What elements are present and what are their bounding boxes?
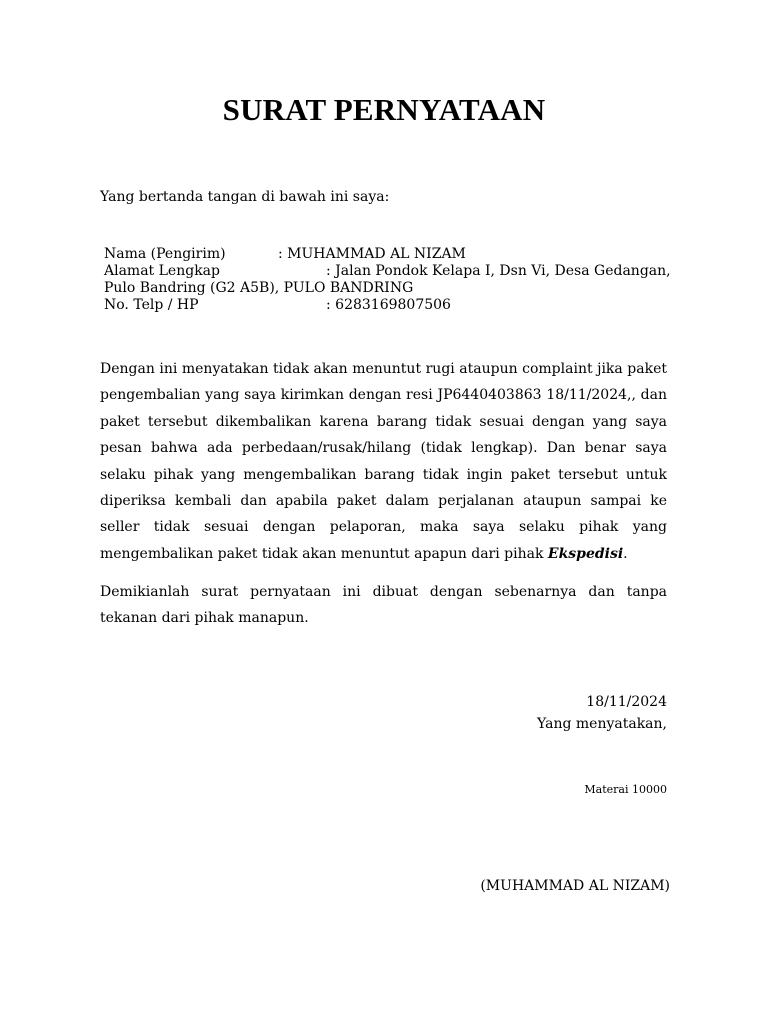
statement-text: Dengan ini menyatakan tidak akan menuntut rugi ataupun complaint jika paket pengembalian yang saya kirimkan dengan resi JP6440403863 18/11/2024,, dan paket tersebut dikembalikan karena barang tidak sesuai dengan yang saya pesan bahwa ada perbedaan/rusak/hilang (tidak lengkap). Dan benar saya selaku pihak yang mengembalikan barang tidak ingin paket tersebut untuk diperiksa kembali dan apabila paket dalam perjalanan ataupun sampai ke seller tidak sesuai dengan pelaporan, maka saya selaku pihak yang mengembalikan paket tidak akan menuntut apapun dari pihak (100, 361, 667, 562)
name-label: Nama (Pengirim) (104, 246, 226, 262)
statement-paragraph (100, 356, 667, 567)
statement-end: . (623, 545, 628, 562)
address-value-line2: Pulo Bandring (G2 A5B), PULO BANDRING (104, 280, 414, 296)
phone-value: : 6283169807506 (326, 297, 451, 313)
phone-label: No. Telp / HP (104, 297, 199, 313)
phone-row (104, 297, 451, 314)
letter-title: SURAT PERNYATAAN (222, 92, 546, 127)
signature-date: 18/11/2024 (586, 694, 667, 710)
intro-text: Yang bertanda tangan di bawah ini saya: (100, 189, 390, 205)
signatory-name: (MUHAMMAD AL NIZAM) (480, 878, 670, 894)
address-row-continued (104, 280, 413, 297)
address-label: Alamat Lengkap (104, 263, 220, 279)
address-row (104, 263, 671, 280)
name-value: : MUHAMMAD AL NIZAM (278, 246, 466, 262)
stamp-label: Materai 10000 (584, 783, 667, 796)
name-row (104, 246, 466, 263)
statement-emphasis: Ekspedisi (547, 545, 624, 562)
closing-paragraph: Demikianlah surat pernyataan ini dibuat dengan sebenarnya dan tanpa tekanan dari pihak manapun. (100, 584, 667, 627)
declarant-label: Yang menyatakan, (536, 716, 667, 732)
address-value-line1: : Jalan Pondok Kelapa I, Dsn Vi, Desa Gedangan, (326, 263, 671, 279)
